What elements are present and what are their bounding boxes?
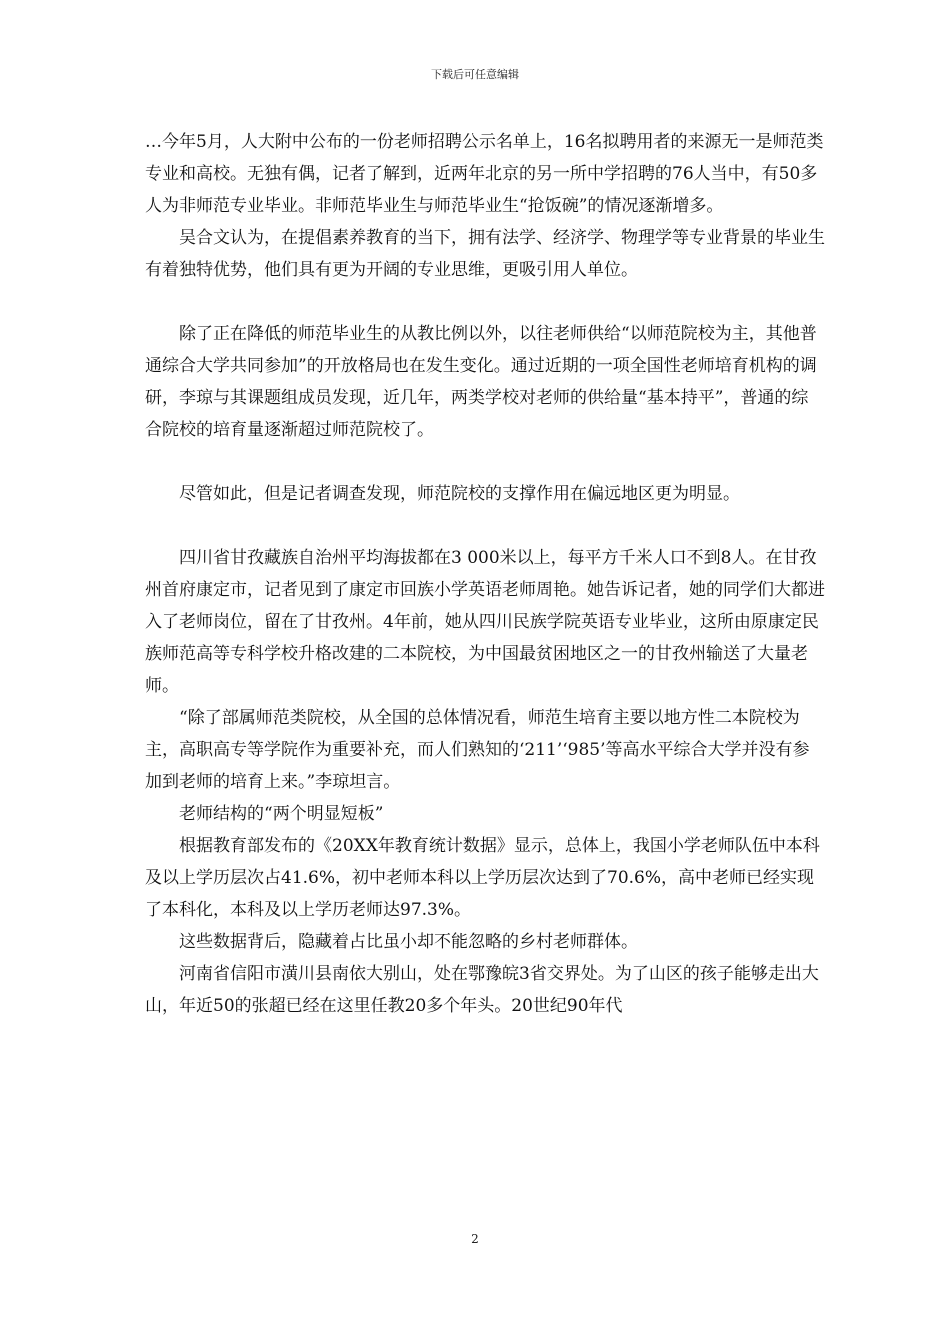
paragraph-wu-hewen: 吴合文认为，在提倡素养教育的当下，拥有法学、经济学、物理学等专业背景的毕业生有着独特优势，他们具有更为开阔的专业思维，更吸引用人单位。 <box>145 228 825 280</box>
paragraph-statistics: 根据教育部发布的《20XX年教育统计数据》显示，总体上，我国小学老师队伍中本科及以上学历层次占41.6%，初中老师本科以上学历层次达到了70.6%，高中老师已经实现了本科化，本科及以上学历老师达97.3%。 <box>145 836 820 920</box>
document-body <box>145 126 825 1022</box>
page-number: 2 <box>471 1232 479 1246</box>
paragraph-ganzi: 四川省甘孜藏族自治州平均海拔都在3 000米以上，每平方千米人口不到8人。在甘孜州首府康定市，记者见到了康定市回族小学英语老师周艳。她告诉记者，她的同学们大都进入了老师岗位，留在了甘孜州。4年前，她从四川民族学院英语专业毕业，这所由原康定民族师范高等专科学校升格改建的二本院校，为中国最贫困地区之一的甘孜州输送了大量老师。 <box>145 548 825 696</box>
paragraph-supply-pattern: 除了正在降低的师范毕业生的从教比例以外，以往老师供给“以师范院校为主，其他普通综合大学共同参加”的开放格局也在发生变化。通过近期的一项全国性老师培育机构的调研，李琼与其课题组成员发现，近几年，两类学校对老师的供给量“基本持平”，普通的综合院校的培育量逐渐超过师范院校了。 <box>145 324 817 440</box>
paragraph-recruitment: …今年5月，人大附中公布的一份老师招聘公示名单上，16名拟聘用者的来源无一是师范类专业和高校。无独有偶，记者了解到，近两年北京的另一所中学招聘的76人当中，有50多人为非师范专业毕业。非师范毕业生与师范毕业生“抢饭碗”的情况逐渐增多。 <box>145 132 824 216</box>
paragraph-li-qiong-quote: “除了部属师范类院校，从全国的总体情况看，师范生培育主要以地方性二本院校为主，高职高专等学院作为重要补充，而人们熟知的‘211’‘985’等高水平综合大学并没有参加到老师的培育上来。”李琼坦言。 <box>145 708 810 792</box>
paragraph-remote-areas: 尽管如此，但是记者调查发现，师范院校的支撑作用在偏远地区更为明显。 <box>179 484 740 504</box>
paragraph-rural-teachers: 这些数据背后，隐藏着占比虽小却不能忽略的乡村老师群体。 <box>179 932 638 952</box>
paragraph-henan: 河南省信阳市潢川县南依大别山，处在鄂豫皖3省交界处。为了山区的孩子能够走出大山，年近50的张超已经在这里任教20多个年头。20世纪90年代 <box>145 964 819 1016</box>
section-heading-shortboards: 老师结构的“两个明显短板” <box>179 804 384 824</box>
page-header: 下载后可任意编辑 <box>431 68 519 81</box>
